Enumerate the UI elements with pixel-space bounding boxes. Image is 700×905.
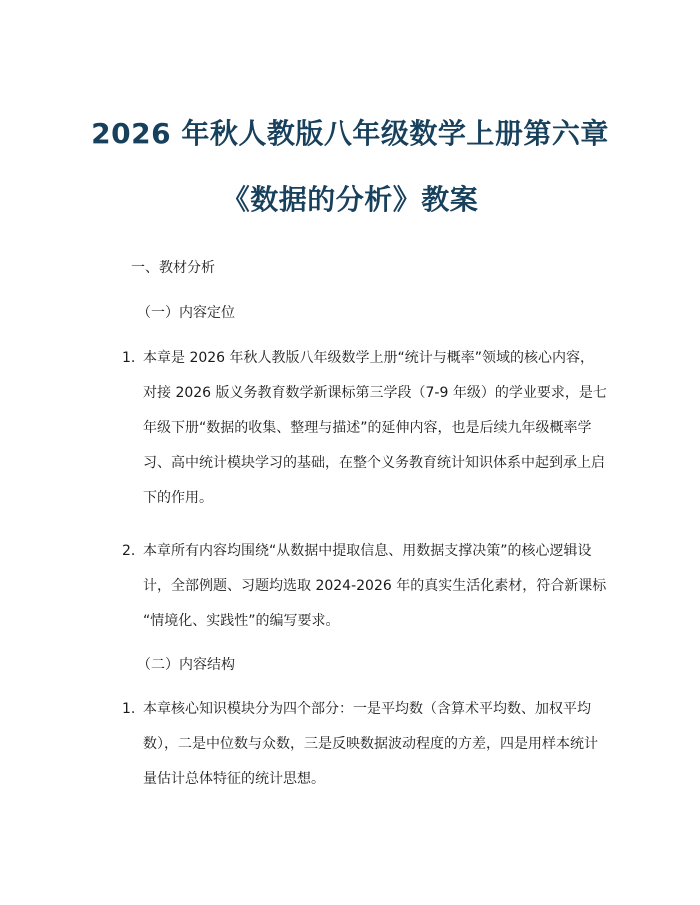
list-item-number: 1.: [122, 350, 136, 366]
document-title-line-2: 《数据的分析》教案: [221, 183, 479, 216]
paragraph-line: 习、高中统计模块学习的基础，在整个义务教育统计知识体系中起到承上启: [143, 455, 605, 471]
paragraph-line: 本章是 2026 年秋人教版八年级数学上册“统计与概率”领域的核心内容，: [143, 350, 595, 366]
paragraph-line: 年级下册“数据的收集、整理与描述”的延伸内容，也是后续九年级概率学: [143, 420, 592, 436]
list-item: [122, 692, 612, 797]
section-heading-textbook-analysis: 一、教材分析: [131, 260, 215, 276]
subsection-heading-content-positioning: （一）内容定位: [137, 305, 235, 321]
document-title-line-1: 2026 年秋人教版八年级数学上册第六章: [91, 117, 609, 150]
list-item-number: 1.: [122, 701, 136, 717]
paragraph-line: 本章所有内容均围绕“从数据中提取信息、用数据支撑决策”的核心逻辑设: [143, 543, 592, 559]
paragraph-line: 对接 2026 版义务教育数学新课标第三学段（7-9 年级）的学业要求，是七: [143, 385, 607, 401]
paragraph-line: 数），二是中位数与众数，三是反映数据波动程度的方差，四是用样本统计: [143, 736, 598, 752]
list-item: [122, 341, 612, 516]
paragraph-line: 计，全部例题、习题均选取 2024-2026 年的真实生活化素材，符合新课标: [143, 578, 607, 594]
paragraph-line: “情境化、实践性”的编写要求。: [143, 613, 340, 629]
paragraph-line: 量估计总体特征的统计思想。: [143, 771, 325, 787]
paragraph-line: 下的作用。: [143, 490, 213, 506]
paragraph-line: 本章核心知识模块分为四个部分：一是平均数（含算术平均数、加权平均: [143, 701, 591, 717]
list-item-number: 2.: [122, 543, 136, 559]
list-item: [122, 534, 612, 639]
subsection-heading-content-structure: （二）内容结构: [137, 657, 235, 673]
